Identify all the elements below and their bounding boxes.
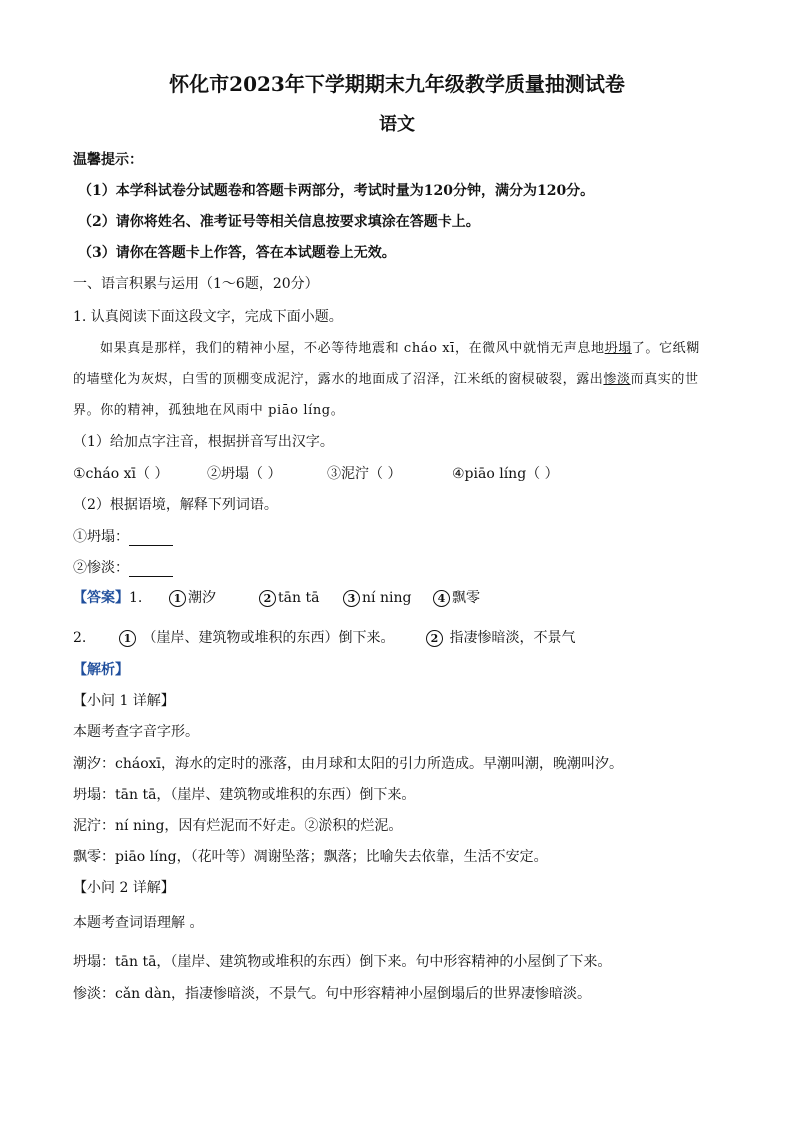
analysis-sub1-intro: 本题考查字音字形。 [73, 724, 199, 740]
passage-text: 而真实的世 [630, 372, 699, 387]
answer-text: 飘零 [452, 590, 480, 606]
passage-text: 的墙壁化为灰烬，白雪的顶棚变成泥泞，露水的地面成了沼泽，江米纸的窗棂破裂，露出 [73, 372, 604, 387]
answer-label: 【答案】 [73, 590, 129, 606]
answer-text: ní ning [362, 590, 412, 606]
answer-text: （崖岸、建筑物或堆积的东西）倒下来。 [142, 630, 395, 646]
passage-underlined-word: 坍塌 [604, 341, 632, 356]
circled-number: 1 [119, 630, 136, 647]
circled-number: 1 [169, 590, 186, 607]
notice-item-3: （3）请你在答题卡上作答，答在本试题卷上无效。 [78, 245, 396, 261]
analysis-sub1-title: 【小问 1 详解】 [73, 693, 175, 709]
passage-underlined-word: 惨淡 [603, 372, 631, 387]
answer-line-2 [73, 629, 575, 647]
section-heading: 一、语言积累与运用（1～6题，20分） [73, 276, 319, 292]
analysis-label: 【解析】 [73, 662, 129, 678]
answer-item [169, 589, 259, 607]
circled-number: 2 [426, 630, 443, 647]
analysis-line: 泥泞：ní ning，因有烂泥而不好走。②淤积的烂泥。 [73, 818, 403, 834]
answer-item [426, 629, 575, 647]
analysis-line: 坍塌：tān tā，（崖岸、建筑物或堆积的东西）倒下来。 [73, 787, 416, 803]
question-1-prompt: 1. 认真阅读下面这段文字，完成下面小题。 [73, 309, 343, 325]
circled-number: 2 [259, 590, 276, 607]
analysis-sub2-title: 【小问 2 详解】 [73, 880, 175, 896]
analysis-line: 坍塌：tān tā，（崖岸、建筑物或堆积的东西）倒下来。句中形容精神的小屋倒了下来。 [73, 954, 612, 970]
passage-line-3: 界。你的精神，孤独地在风雨中 piāo líng。 [73, 403, 345, 418]
circled-number: 3 [343, 590, 360, 607]
passage-text: 了。它纸糊 [631, 341, 700, 356]
answer-item [119, 629, 426, 647]
subject-title: 语文 [379, 114, 415, 135]
notice-heading: 温馨提示： [73, 152, 143, 168]
passage-line-1 [100, 340, 700, 358]
sub-question-1: （1）给加点字注音，根据拼音写出汉字。 [73, 434, 334, 450]
analysis-line: 飘零：piāo líng，（花叶等）凋谢坠落；飘落；比喻失去依靠，生活不安定。 [73, 849, 548, 865]
answer-item [259, 589, 343, 607]
answer-number: 1. [129, 590, 143, 606]
exam-title: 怀化市2023年下学期期末九年级教学质量抽测试卷 [169, 72, 625, 96]
passage-line-2 [73, 371, 699, 389]
answer-text: 指凄惨暗淡，不景气 [449, 630, 576, 646]
define-item-2 [73, 559, 173, 577]
pinyin-item: ④piāo líng（ ） [452, 466, 559, 482]
analysis-line: 惨淡：cǎn dàn，指凄惨暗淡，不景气。句中形容精神小屋倒塌后的世界凄惨暗淡。 [73, 986, 591, 1002]
answer-blank [129, 562, 173, 577]
analysis-line: 潮汐：cháoxī，海水的定时的涨落，由月球和太阳的引力所造成。早潮叫潮，晚潮叫汐。 [73, 756, 624, 772]
pinyin-item: ①cháo xī（ ） [73, 466, 169, 482]
sub-question-2: （2）根据语境，解释下列词语。 [73, 497, 278, 513]
define-item-1 [73, 528, 173, 546]
analysis-sub2-intro: 本题考查词语理解 。 [73, 915, 204, 931]
notice-item-2: （2）请你将姓名、准考证号等相关信息按要求填涂在答题卡上。 [78, 214, 480, 230]
circled-number: 4 [433, 590, 450, 607]
define-label: ①坍塌： [73, 529, 129, 545]
answer-text: tān tā [278, 590, 320, 606]
pinyin-item: ③泥泞（ ） [327, 466, 402, 482]
answer-item [433, 589, 480, 607]
answer-blank [129, 531, 173, 546]
notice-item-1: （1）本学科试卷分试题卷和答题卡两部分，考试时量为120分钟，满分为120分。 [78, 183, 595, 199]
answer-item [343, 589, 433, 607]
pinyin-item: ②坍塌（ ） [207, 466, 282, 482]
answer-line-1 [73, 589, 480, 607]
passage-text: 如果真是那样，我们的精神小屋，不必等待地震和 cháo xī，在微风中就悄无声息地 [100, 341, 605, 356]
sub-question-1-items [73, 465, 559, 483]
define-label: ②惨淡： [73, 560, 129, 576]
answer-text: 潮汐 [188, 590, 216, 606]
answer-number: 2. [73, 630, 87, 646]
